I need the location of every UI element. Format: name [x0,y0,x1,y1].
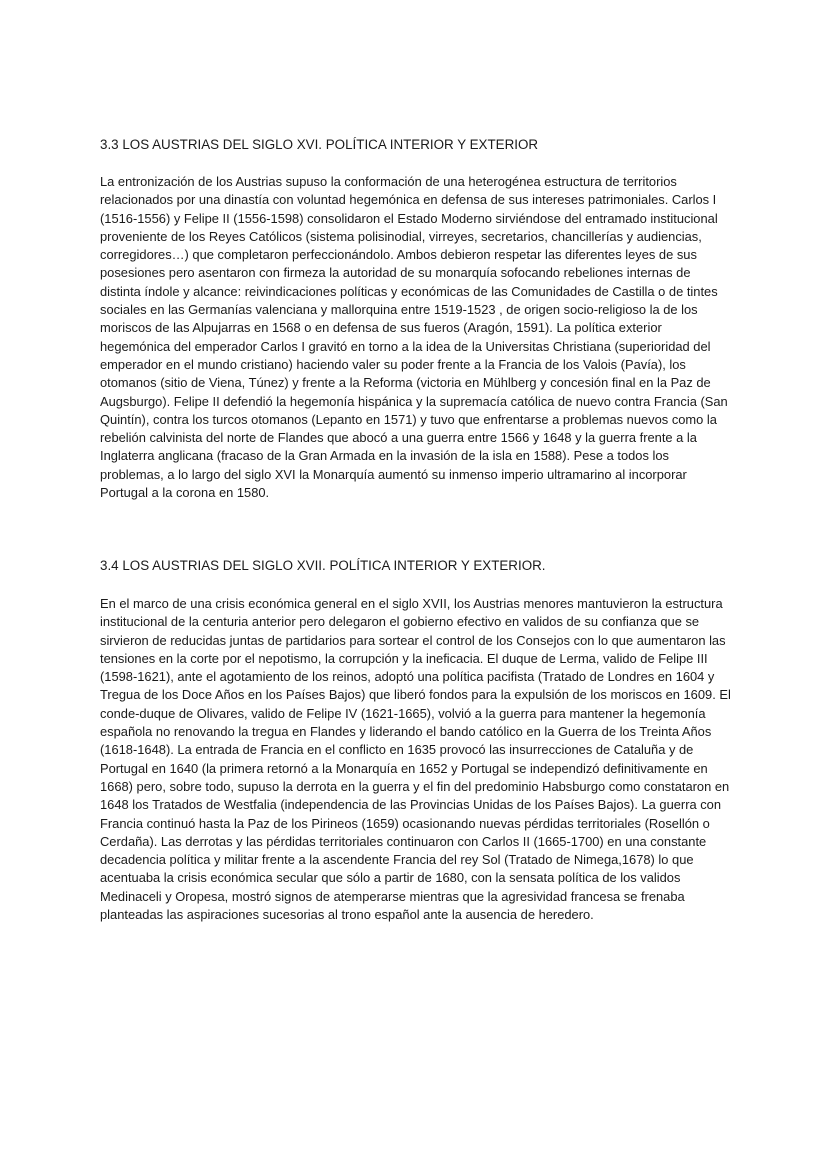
section-heading-siglo-xvii: 3.4 LOS AUSTRIAS DEL SIGLO XVII. POLÍTICA INTERIOR Y EXTERIOR. [100,558,546,573]
section-heading-siglo-xvi: 3.3 LOS AUSTRIAS DEL SIGLO XVI. POLÍTICA INTERIOR Y EXTERIOR [100,137,539,152]
section-body-siglo-xvii: En el marco de una crisis económica general en el siglo XVII, los Austrias menores mantuvieron la estructura institucional de la centuria anterior pero delegaron el gobierno efectivo en validos de su confianza que se sirvieron de reducidas juntas de partidarios para sortear el control de los Consejos con lo que aumentaron las tensiones en la corte por el nepotismo, la corrupción y la ineficacia. El duque de Lerma, valido de Felipe III (1598-1621), ante el agotamiento de los reinos, adoptó una política pacifista (Tratado de Londres en 1604 y Tregua de los Doce Años en los Países Bajos) que liberó fondos para la expulsión de los moriscos en 1609. El conde-duque de Olivares, valido de Felipe IV (1621-1665), volvió a la guerra para mantener la hegemonía española no renovando la tregua en Flandes y liderando el bando católico en la Guerra de los Treinta Años (1618-1648). La entrada de Francia en el conflicto en 1635 provocó las insurrecciones de Cataluña y de Portugal en 1640 (la primera retornó a la Monarquía en 1652 y Portugal se independizó definitivamente en 1668) pero, sobre todo, supuso la derrota en la guerra y el fin del predominio Habsburgo como constataron en 1648 los Tratados de Westfalia (independencia de las Provincias Unidas de los Países Bajos). La guerra con Francia continuó hasta la Paz de los Pirineos (1659) ocasionando nuevas pérdidas territoriales (Rosellón o Cerdaña). Las derrotas y las pérdidas territoriales continuaron con Carlos II (1665-1700) en una constante decadencia política y militar frente a la ascendente Francia del rey Sol (Tratado de Nimega,1678) lo que acentuaba la crisis económica secular que sólo a partir de 1680, con la sensata política de los validos Medinaceli y Oropesa, mostró signos de atemperarse mientras que la agresividad francesa se frenaba planteadas las aspiraciones sucesorias al trono español ante la ausencia de heredero. [100,596,731,923]
section-body-siglo-xvi: La entronización de los Austrias supuso la conformación de una heterogénea estructura de territorios relacionados por una dinastía con voluntad hegemónica en defensa de sus intereses patrimoniales. Carlos I (1516-1556) y Felipe II (1556-1598) consolidaron el Estado Moderno sirviéndose del entramado institucional proveniente de los Reyes Católicos (sistema polisinodial, virreyes, secretarios, chancillerías y audiencias, corregidores…) que completaron perfeccionándolo. Ambos debieron respetar las diferentes leyes de sus posesiones pero asentaron con firmeza la autoridad de su monarquía sofocando rebeliones internas de distinta índole y alcance: reivindicaciones políticas y económicas de las Comunidades de Castilla o de tintes sociales en las Germanías valenciana y mallorquina entre 1519-1523 , de origen socio-religioso la de los moriscos de las Alpujarras en 1568 o en defensa de sus fueros (Aragón, 1591). La política exterior hegemónica del emperador Carlos I gravitó en torno a la idea de la Universitas Christiana (superioridad del emperador en el mundo cristiano) haciendo valer su poder frente a la Francia de los Valois (Pavía), los otomanos (sitio de Viena, Túnez) y frente a la Reforma (victoria en Mühlberg y concesión final en la Paz de Augsburgo). Felipe II defendió la hegemonía hispánica y la supremacía católica de nuevo contra Francia (San Quintín), contra los turcos otomanos (Lepanto en 1571) y tuvo que enfrentarse a problemas nuevos como la rebelión calvinista del norte de Flandes que abocó a una guerra entre 1566 y 1648 y la guerra frente a la Inglaterra anglicana (fracaso de la Gran Armada en la invasión de la isla en 1588). Pese a todos los problemas, a lo largo del siglo XVI la Monarquía aumentó su inmenso imperio ultramarino al incorporar Portugal a la corona en 1580. [100,174,728,501]
